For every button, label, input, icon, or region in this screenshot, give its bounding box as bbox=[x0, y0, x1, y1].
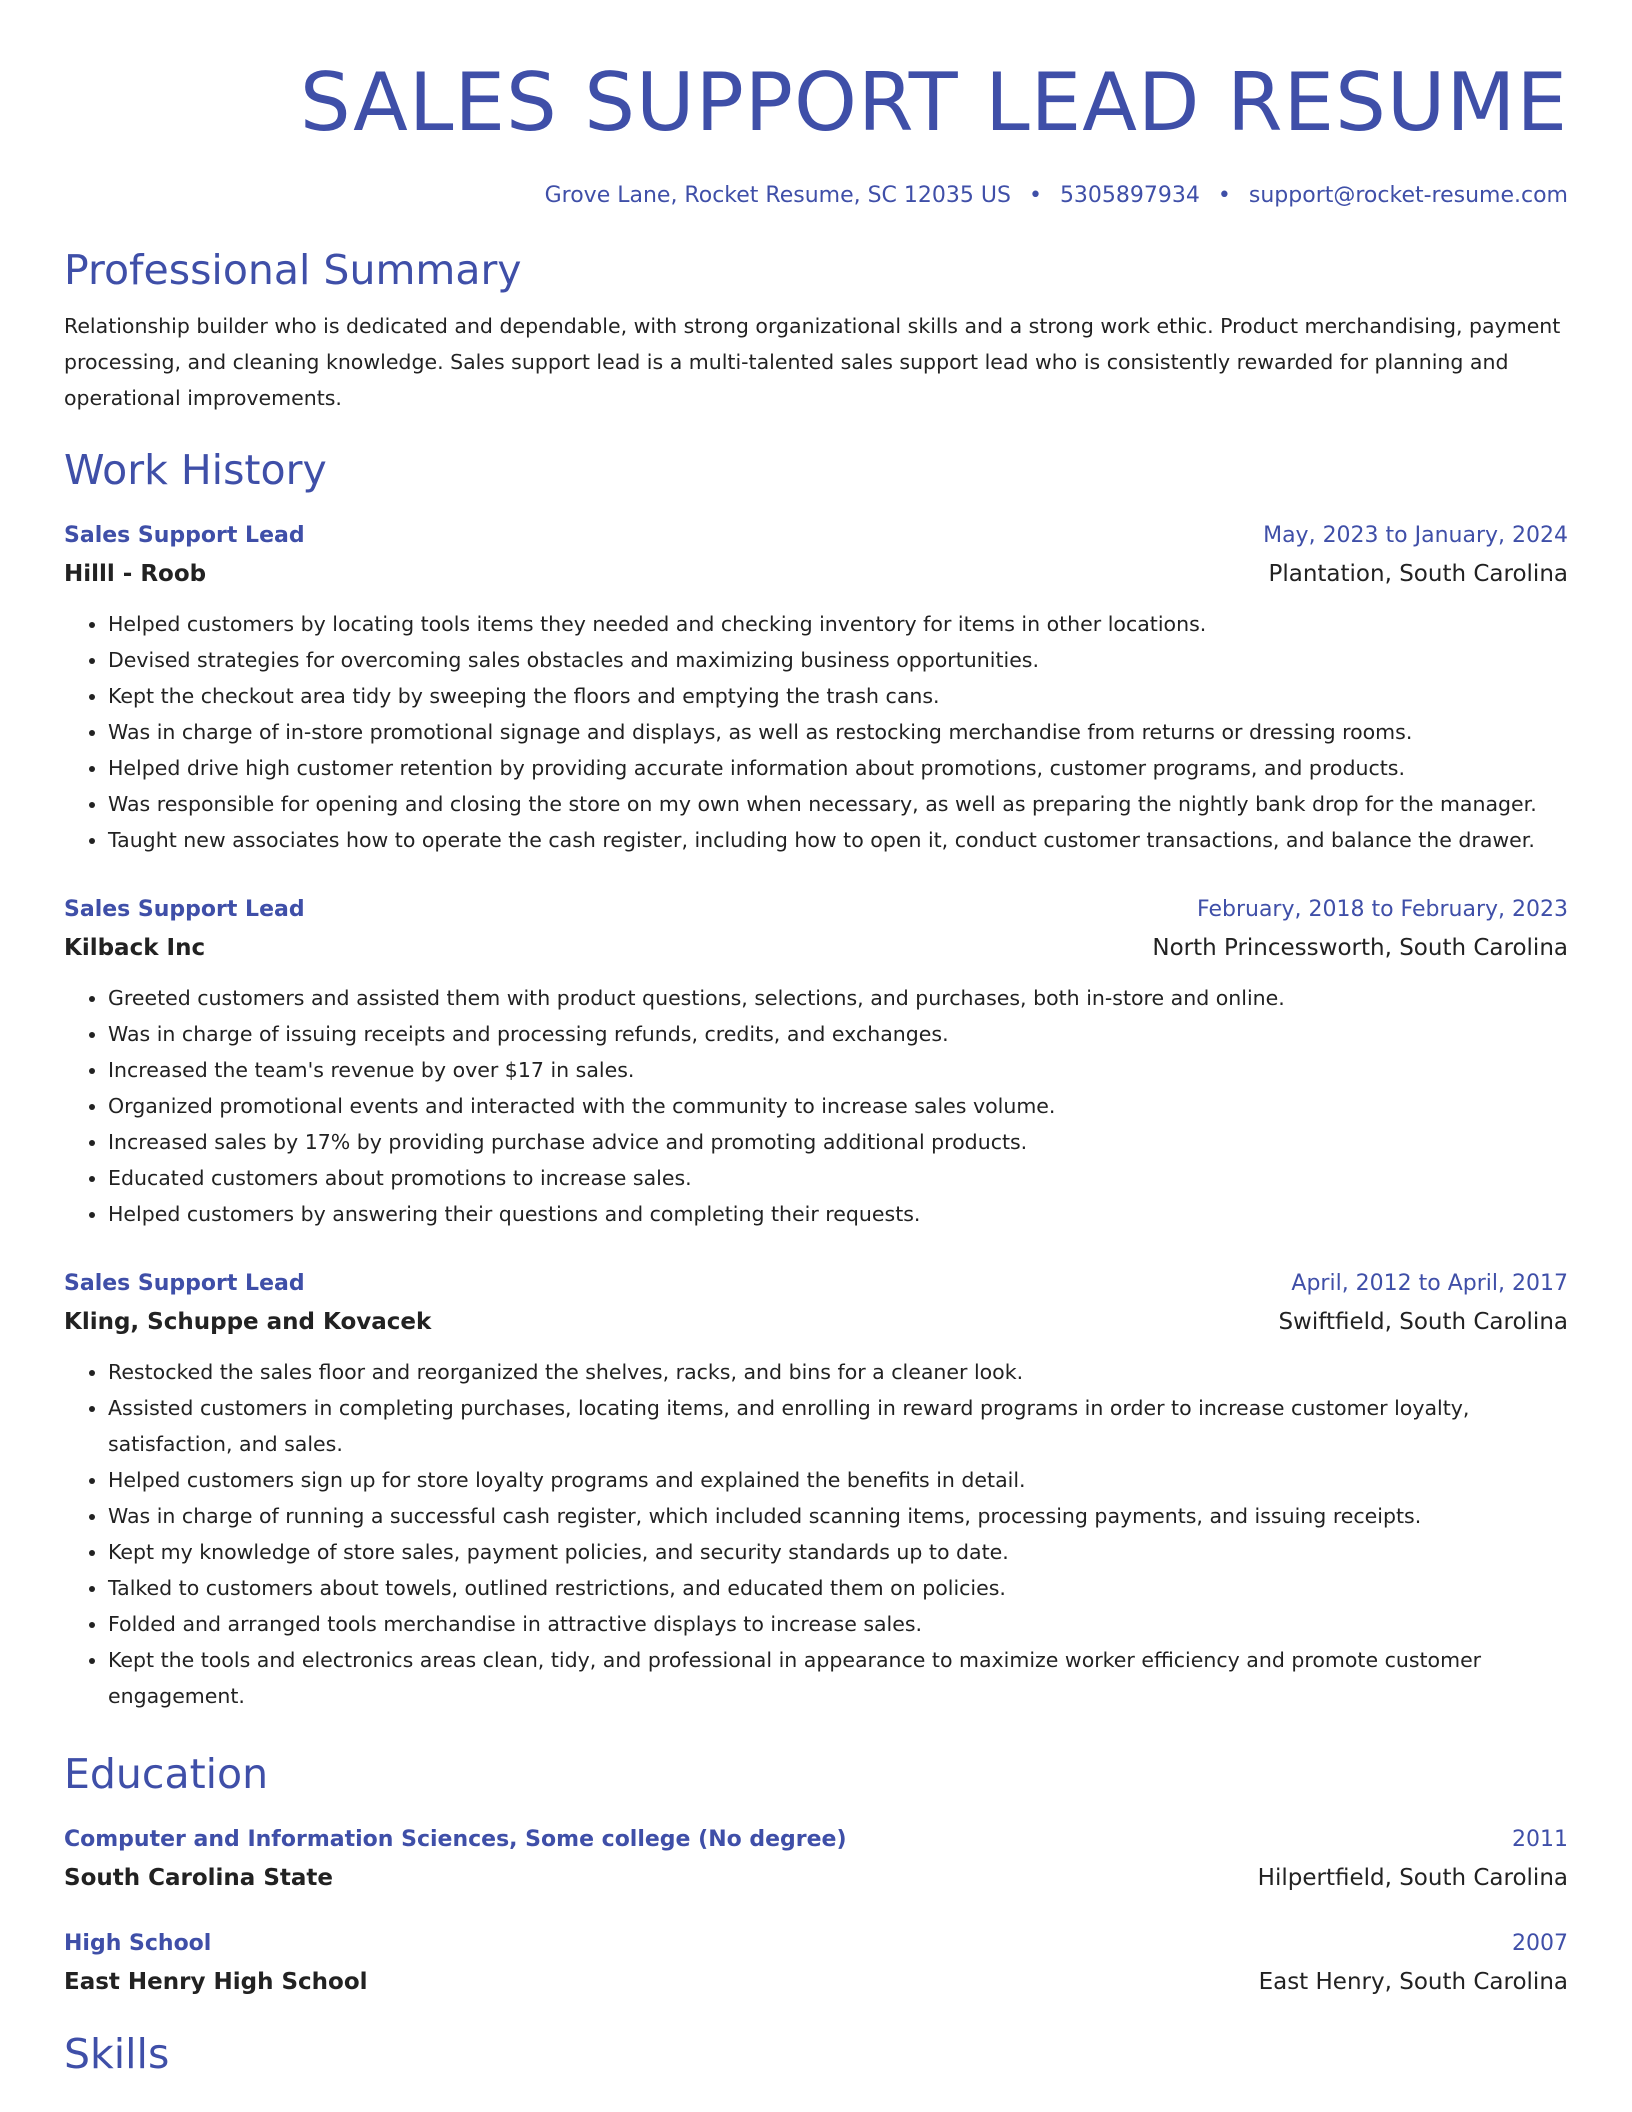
education-header-row bbox=[64, 1926, 1568, 1962]
job-company-row bbox=[64, 554, 1568, 594]
contact-address: Grove Lane, Rocket Resume, SC 12035 US bbox=[544, 183, 1011, 208]
summary-text: Relationship builder who is dedicated and dependable, with strong organizational skills and a strong work ethic. Product merchandising, payment processing, and cleaning knowledge. Sales support lead is a multi-talented sales support lead who is consistently rewarded for planning and operational improvements. bbox=[64, 314, 1561, 410]
job-bullet: • Restocked the sales floor and reorganized the shelves, racks, and bins for a cleaner look. bbox=[108, 1354, 1568, 1390]
job-bullets bbox=[64, 606, 1568, 858]
education-entry bbox=[64, 1926, 1568, 2002]
resume-header bbox=[64, 48, 1568, 212]
contact-email: support@rocket-resume.com bbox=[1248, 183, 1568, 208]
job-bullet: • Was in charge of in-store promotional signage and displays, as well as restocking merchandise from returns or dressing rooms. bbox=[108, 714, 1568, 750]
job-bullet: • Was responsible for opening and closing the store on my own when necessary, as well as preparing the nightly bank drop for the manager. bbox=[108, 786, 1568, 822]
job-bullets bbox=[64, 1354, 1568, 1714]
contact-separator: • bbox=[1028, 183, 1042, 208]
job-bullet: • Educated customers about promotions to increase sales. bbox=[108, 1160, 1568, 1196]
job-bullet: • Kept the tools and electronics areas clean, tidy, and professional in appearance to maximize worker efficiency and promote customer engagement. bbox=[108, 1642, 1568, 1714]
education-degree: Computer and Information Sciences, Some college (No degree) bbox=[64, 1827, 847, 1852]
job-company: Hilll - Roob bbox=[64, 561, 207, 587]
job-role: Sales Support Lead bbox=[64, 1271, 305, 1296]
job-location: Swiftfield, South Carolina bbox=[1278, 1309, 1568, 1335]
job-bullet: • Helped customers by locating tools items they needed and checking inventory for items in other locations. bbox=[108, 606, 1568, 642]
education-school: East Henry High School bbox=[64, 1969, 368, 1995]
education-school-row bbox=[64, 1962, 1568, 2002]
job-bullets bbox=[64, 980, 1568, 1232]
job-bullet: • Helped customers by answering their questions and completing their requests. bbox=[108, 1196, 1568, 1232]
job-bullet: • Kept my knowledge of store sales, payment policies, and security standards up to date. bbox=[108, 1534, 1568, 1570]
job-header-row bbox=[64, 518, 1568, 554]
job-bullet: • Was in charge of issuing receipts and processing refunds, credits, and exchanges. bbox=[108, 1016, 1568, 1052]
job-dates: April, 2012 to April, 2017 bbox=[1291, 1271, 1568, 1296]
job-bullet: • Assisted customers in completing purchases, locating items, and enrolling in reward programs in order to increase customer loyalty, satisfaction, and sales. bbox=[108, 1390, 1568, 1462]
job-bullet: • Greeted customers and assisted them with product questions, selections, and purchases, both in-store and online. bbox=[108, 980, 1568, 1016]
job-header-row bbox=[64, 1266, 1568, 1302]
job-company-row bbox=[64, 928, 1568, 968]
education-location: Hilpertfield, South Carolina bbox=[1257, 1865, 1568, 1891]
skills-section bbox=[64, 2028, 1568, 2080]
job-bullet: • Taught new associates how to operate the cash register, including how to open it, conduct customer transactions, and balance the drawer. bbox=[108, 822, 1568, 858]
job-dates: May, 2023 to January, 2024 bbox=[1263, 523, 1568, 548]
work-history-heading: Work History bbox=[64, 446, 327, 494]
summary-section bbox=[64, 244, 1568, 416]
job-role: Sales Support Lead bbox=[64, 523, 305, 548]
job-company: Kilback Inc bbox=[64, 935, 206, 961]
job-bullet: • Helped customers sign up for store loyalty programs and explained the benefits in detail. bbox=[108, 1462, 1568, 1498]
job-bullet: • Organized promotional events and interacted with the community to increase sales volume. bbox=[108, 1088, 1568, 1124]
job-company: Kling, Schuppe and Kovacek bbox=[64, 1309, 432, 1335]
summary-heading: Professional Summary bbox=[64, 246, 522, 294]
work-history-section bbox=[64, 444, 1568, 1714]
job-bullet: • Folded and arranged tools merchandise in attractive displays to increase sales. bbox=[108, 1606, 1568, 1642]
education-location: East Henry, South Carolina bbox=[1258, 1969, 1568, 1995]
education-header-row bbox=[64, 1822, 1568, 1858]
resume-title: SALES SUPPORT LEAD RESUME bbox=[299, 56, 1568, 149]
contact-separator: • bbox=[1217, 183, 1231, 208]
job-entry bbox=[64, 1266, 1568, 1714]
education-heading: Education bbox=[64, 1750, 269, 1798]
education-year: 2011 bbox=[1512, 1827, 1568, 1852]
job-bullet: • Was in charge of running a successful cash register, which included scanning items, processing payments, and issuing receipts. bbox=[108, 1498, 1568, 1534]
job-dates: February, 2018 to February, 2023 bbox=[1197, 897, 1568, 922]
education-section bbox=[64, 1748, 1568, 2002]
job-bullet: • Talked to customers about towels, outlined restrictions, and educated them on policies. bbox=[108, 1570, 1568, 1606]
job-header-row bbox=[64, 892, 1568, 928]
education-school-row bbox=[64, 1858, 1568, 1898]
job-company-row bbox=[64, 1302, 1568, 1342]
job-bullet: • Helped drive high customer retention by providing accurate information about promotions, customer programs, and products. bbox=[108, 750, 1568, 786]
job-bullet: • Increased sales by 17% by providing purchase advice and promoting additional products. bbox=[108, 1124, 1568, 1160]
job-role: Sales Support Lead bbox=[64, 897, 305, 922]
job-location: Plantation, South Carolina bbox=[1268, 561, 1568, 587]
job-bullet: • Increased the team's revenue by over $17 in sales. bbox=[108, 1052, 1568, 1088]
education-degree: High School bbox=[64, 1931, 212, 1956]
job-entry bbox=[64, 892, 1568, 1232]
education-school: South Carolina State bbox=[64, 1865, 334, 1891]
job-location: North Princessworth, South Carolina bbox=[1152, 935, 1568, 961]
job-entry bbox=[64, 518, 1568, 858]
education-year: 2007 bbox=[1512, 1931, 1568, 1956]
job-bullet: • Devised strategies for overcoming sales obstacles and maximizing business opportunities. bbox=[108, 642, 1568, 678]
job-bullet: • Kept the checkout area tidy by sweeping the floors and emptying the trash cans. bbox=[108, 678, 1568, 714]
contact-line bbox=[64, 180, 1568, 212]
skills-heading: Skills bbox=[64, 2030, 170, 2078]
contact-phone: 5305897934 bbox=[1059, 183, 1200, 208]
education-entry bbox=[64, 1822, 1568, 1898]
